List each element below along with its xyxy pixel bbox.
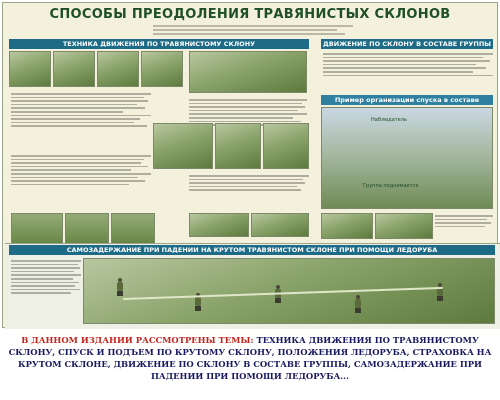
photo-group-2	[375, 213, 433, 239]
section-header-group: ДВИЖЕНИЕ ПО СКЛОНУ В СОСТАВЕ ГРУППЫ	[322, 40, 492, 48]
photo-group-descent	[321, 107, 493, 209]
photo-group-1	[321, 213, 373, 239]
photo-ice-axe-position-1	[153, 123, 213, 169]
photo-technique-2	[53, 51, 95, 87]
photo-ice-axe-position-3	[263, 123, 309, 169]
climber-figure-4	[353, 295, 363, 313]
group-rules-text-block	[323, 51, 493, 101]
footer-text	[8, 334, 492, 382]
photo-self-arrest-sequence	[83, 258, 495, 324]
climber-figure-1	[115, 278, 125, 296]
group-text-block-2	[435, 213, 493, 239]
photo-steep-descent	[189, 51, 307, 93]
photo-technique-4	[141, 51, 183, 87]
poster-title: СПОСОБЫ ПРЕОДОЛЕНИЯ ТРАВЯНИСТЫХ СКЛОНОВ	[49, 7, 451, 22]
technique-text-block-2	[11, 153, 151, 211]
footer-caption	[0, 330, 500, 400]
self-arrest-text-block	[11, 258, 81, 324]
belay-text-block	[189, 173, 309, 213]
photo-belay-2	[251, 213, 309, 237]
footer-lead: В ДАННОМ ИЗДАНИИ РАССМОТРЕНЫ ТЕМЫ:	[21, 335, 254, 345]
section-header-self-arrest: САМОЗАДЕРЖАНИЕ ПРИ ПАДЕНИИ НА КРУТОМ ТРАВЯНИСТОМ СКЛОНЕ ПРИ ПОМОЩИ ЛЕДОРУБА	[9, 245, 495, 255]
climber-figure-5	[435, 283, 445, 301]
photo-technique-3	[97, 51, 139, 87]
group-descent-label: Пример организации спуска в составе	[321, 95, 493, 105]
photo-belay-1	[189, 213, 249, 237]
photo-technique-1	[9, 51, 51, 87]
group-rises-label: Группа поднимается	[363, 183, 419, 189]
section-header-technique: ТЕХНИКА ДВИЖЕНИЯ ПО ТРАВЯНИСТОМУ СКЛОНУ	[9, 39, 309, 49]
photo-ice-axe-position-2	[215, 123, 261, 169]
intro-text-block	[153, 23, 353, 37]
technique-text-block-1	[11, 91, 151, 151]
poster	[2, 2, 498, 328]
footer-topics: ТЕХНИКА ДВИЖЕНИЯ ПО ТРАВЯНИСТОМУ СКЛОНУ, СПУСК И ПОДЪЕМ ПО КРУТОМУ СКЛОНУ, ПОЛОЖЕНИЯ ЛЕДОРУБА, СТРАХОВКА НА КРУТОМ СКЛОНЕ, ДВИЖЕНИЕ ПО СКЛОНУ В СОСТАВЕ ГРУППЫ, САМОЗАДЕРЖАНИЕ ПРИ ПАДЕНИИ ПРИ ПОМОЩИ ЛЕДОРУБА...	[8, 335, 492, 381]
observer-label: Наблюдатель	[371, 117, 407, 123]
